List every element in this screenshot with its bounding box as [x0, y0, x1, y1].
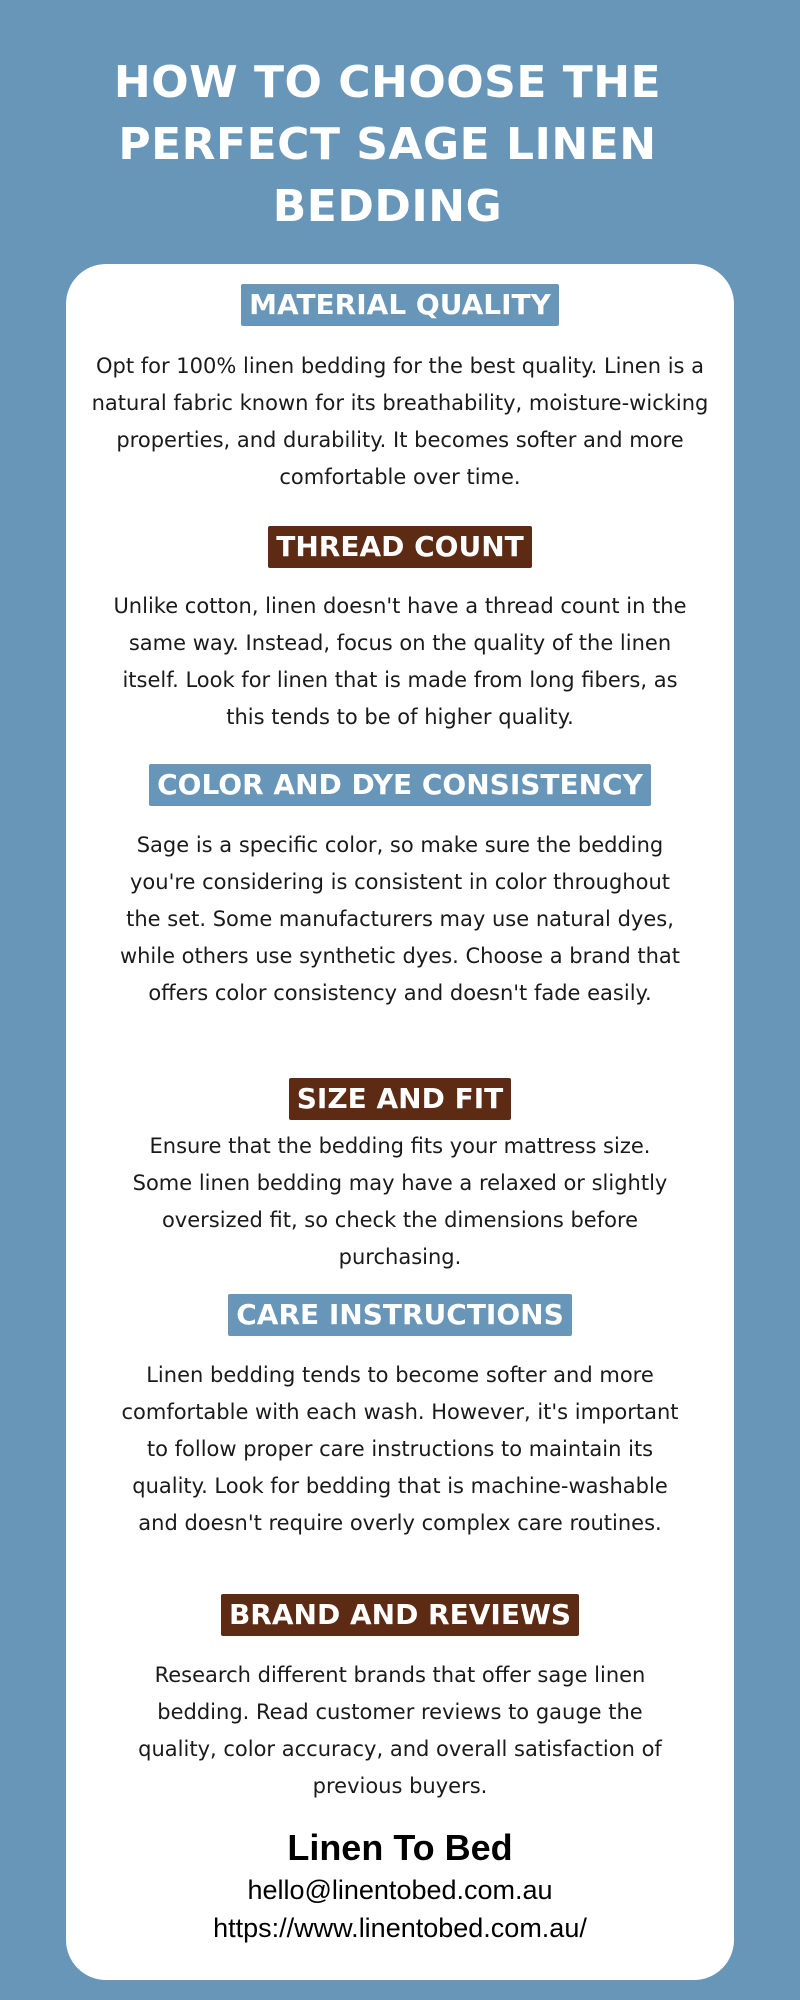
section-thread-count: [66, 526, 734, 568]
contact-email[interactable]: hello@linentobed.com.au: [247, 1875, 553, 1905]
section-text: Ensure that the bedding fits your mattress size. Some linen bedding may have a relaxed or slightly oversized fit, so check the dimensions before purchasing.: [132, 1134, 668, 1269]
section-heading: CARE INSTRUCTIONS: [228, 1294, 572, 1336]
section-heading: SIZE AND FIT: [289, 1078, 512, 1120]
section-heading: BRAND AND REVIEWS: [221, 1594, 579, 1636]
section-text: Opt for 100% linen bedding for the best quality. Linen is a natural fabric known for its breathability, moisture-wicking properties, and durability. It becomes softer and more comfortable over time.: [91, 354, 709, 489]
section-heading: MATERIAL QUALITY: [241, 284, 559, 326]
section-material-quality: [66, 284, 734, 326]
page-title: HOW TO CHOOSE THE PERFECT SAGE LINEN BEDDING: [113, 57, 662, 232]
contact-website[interactable]: https://www.linentobed.com.au/: [213, 1913, 587, 1943]
section-heading: THREAD COUNT: [268, 526, 532, 568]
section-care-instructions: [66, 1294, 734, 1336]
content-card: [66, 264, 734, 1980]
section-text: Research different brands that offer sage linen bedding. Read customer reviews to gauge the quality, color accuracy, and overall satisfaction of previous buyers.: [138, 1663, 662, 1798]
brand-name: Linen To Bed: [287, 1827, 513, 1868]
section-text: Unlike cotton, linen doesn't have a thread count in the same way. Instead, focus on the quality of the linen itself. Look for linen that is made from long fibers, as this tends to be of higher quality.: [113, 594, 687, 729]
section-size-fit: [66, 1078, 734, 1120]
section-brand-reviews: [66, 1594, 734, 1636]
section-color-dye: [66, 764, 734, 806]
section-heading: COLOR AND DYE CONSISTENCY: [149, 764, 651, 806]
section-text: Linen bedding tends to become softer and more comfortable with each wash. However, it's important to follow proper care instructions to maintain its quality. Look for bedding that is machine-washable and doesn't require overly complex care routines.: [121, 1363, 679, 1535]
section-text: Sage is a specific color, so make sure the bedding you're considering is consistent in color throughout the set. Some manufacturers may use natural dyes, while others use synthetic dyes. Choose a brand that offers color consistency and doesn't fade easily.: [119, 833, 681, 1005]
